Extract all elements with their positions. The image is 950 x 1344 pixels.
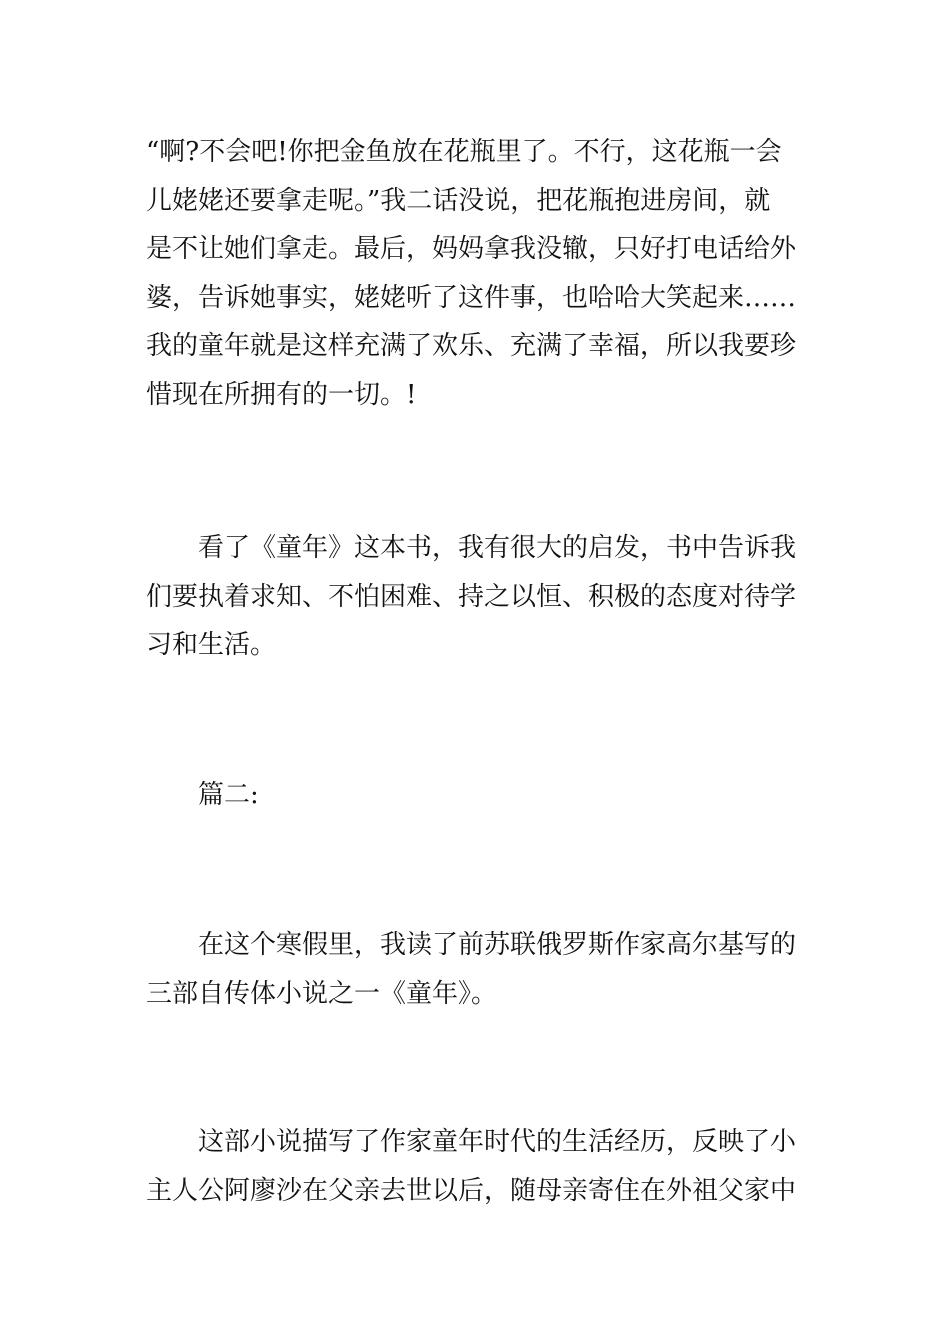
text-line: 这部小说描写了作家童年时代的生活经历，反映了小: [198, 1127, 797, 1157]
text-line: “啊?不会吧!你把金鱼放在花瓶里了。不行，这花瓶一会: [146, 137, 782, 167]
text-line: 三部自传体小说之一《童年》。: [146, 978, 498, 1009]
text-line: 惜现在所拥有的一切。!: [146, 379, 417, 410]
section-title: 篇二:: [198, 780, 259, 810]
text-line: 习和生活。: [146, 630, 277, 660]
paragraph-winter-reading: [146, 921, 806, 1018]
text-line: 在这个寒假里，我读了前苏联俄罗斯作家高尔基写的: [198, 930, 797, 960]
text-line: 我的童年就是这样充满了欢乐、充满了幸福，所以我要珍: [146, 331, 797, 361]
paragraph-childhood-story: [146, 128, 806, 419]
paragraph-novel-summary: [146, 1118, 806, 1215]
text-line: 儿姥姥还要拿走呢。”我二话没说，把花瓶抱进房间，就: [146, 185, 771, 216]
text-line: 主人公阿廖沙在父亲去世以后，随母亲寄住在外祖父家中: [146, 1175, 797, 1206]
text-line: 是不让她们拿走。最后，妈妈拿我没辙，只好打电话给外: [146, 234, 797, 264]
paragraph-book-inspiration: [146, 524, 806, 670]
text-line: 看了《童年》这本书，我有很大的启发，书中告诉我: [198, 533, 797, 563]
text-line: 们要执着求知、不怕困难、持之以恒、积极的态度对待学: [146, 581, 797, 612]
text-line: 婆，告诉她事实，姥姥听了这件事，也哈哈大笑起来……: [146, 282, 797, 313]
section-heading: [146, 771, 806, 820]
